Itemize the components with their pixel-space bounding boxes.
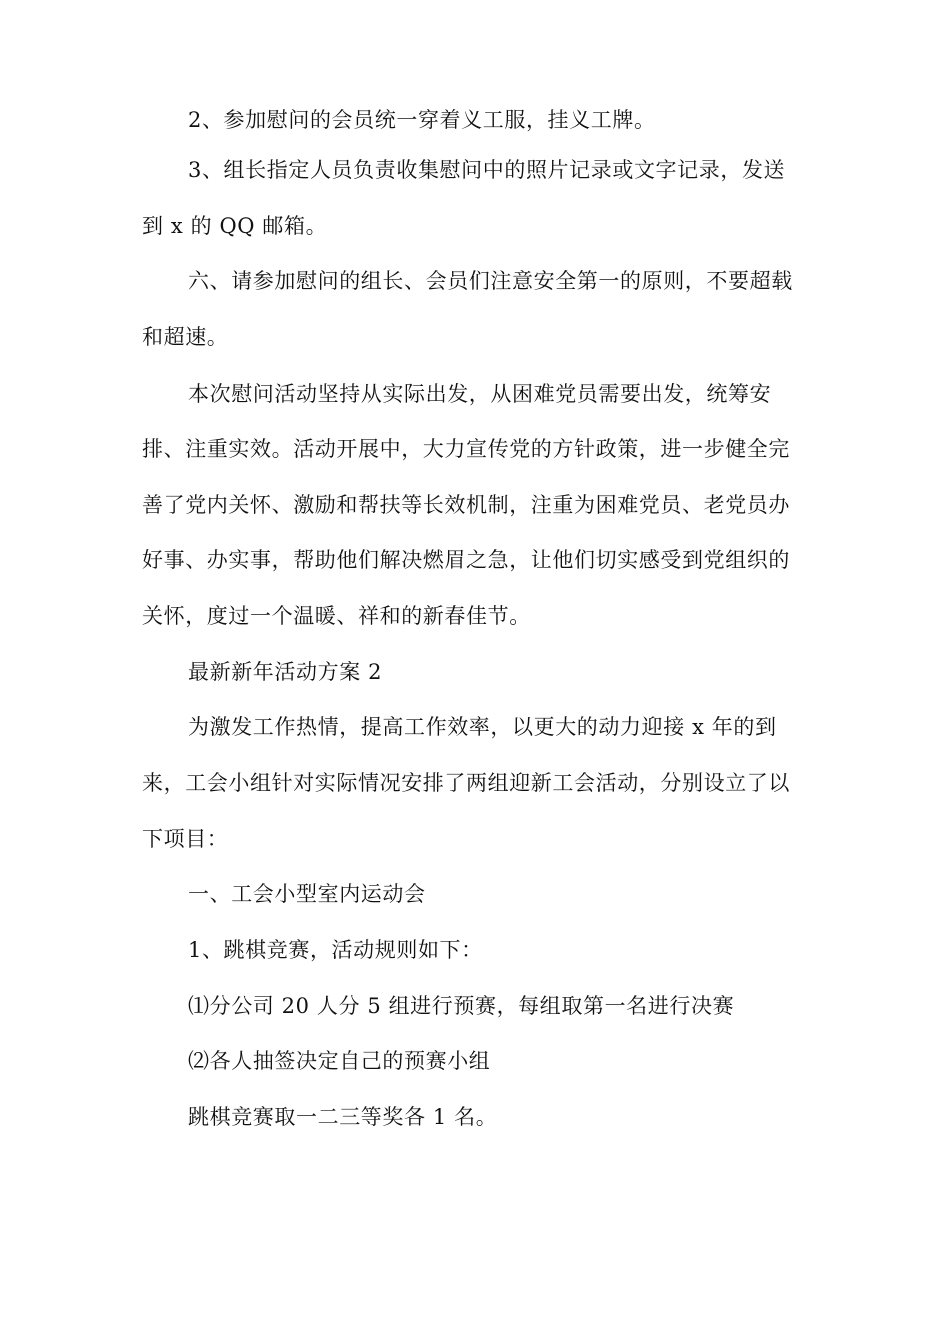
- paragraph-item-3-records: 3、组长指定人员负责收集慰问中的照片记录或文字记录，发送: [188, 158, 786, 182]
- paragraph-summary-line-1: 本次慰问活动坚持从实际出发，从困难党员需要出发，统筹安: [188, 382, 772, 406]
- paragraph-summary-line-2: 排、注重实效。活动开展中，大力宣传党的方针政策，进一步健全完: [142, 437, 790, 461]
- list-item-checkers: 1、跳棋竞赛，活动规则如下：: [188, 938, 483, 962]
- list-item-rule-2: ⑵各人抽签决定自己的预赛小组: [188, 1049, 491, 1073]
- paragraph-summary-line-3: 善了党内关怀、激励和帮扶等长效机制，注重为困难党员、老党员办: [142, 493, 790, 517]
- section-heading-plan-2: 最新新年活动方案 2: [188, 660, 383, 684]
- paragraph-item-6-safety-cont: 和超速。: [142, 325, 229, 349]
- paragraph-summary-line-5: 关怀，度过一个温暖、祥和的新春佳节。: [142, 604, 531, 628]
- paragraph-prizes: 跳棋竞赛取一二三等奖各 1 名。: [188, 1105, 498, 1129]
- paragraph-item-2-uniform: 2、参加慰问的会员统一穿着义工服，挂义工牌。: [188, 108, 656, 132]
- paragraph-intro-line-2: 来，工会小组针对实际情况安排了两组迎新工会活动，分别设立了以: [142, 771, 790, 795]
- subheading-sports-meet: 一、工会小型室内运动会: [188, 882, 426, 906]
- paragraph-item-6-safety: 六、请参加慰问的组长、会员们注意安全第一的原则，不要超载: [188, 269, 793, 293]
- paragraph-summary-line-4: 好事、办实事，帮助他们解决燃眉之急，让他们切实感受到党组织的: [142, 548, 790, 572]
- list-item-rule-1: ⑴分公司 20 人分 5 组进行预赛，每组取第一名进行决赛: [188, 994, 735, 1018]
- paragraph-item-3-records-cont: 到 x 的 QQ 邮箱。: [142, 214, 328, 238]
- paragraph-intro-line-1: 为激发工作热情，提高工作效率，以更大的动力迎接 x 年的到: [188, 715, 777, 739]
- paragraph-intro-line-3: 下项目：: [142, 827, 229, 851]
